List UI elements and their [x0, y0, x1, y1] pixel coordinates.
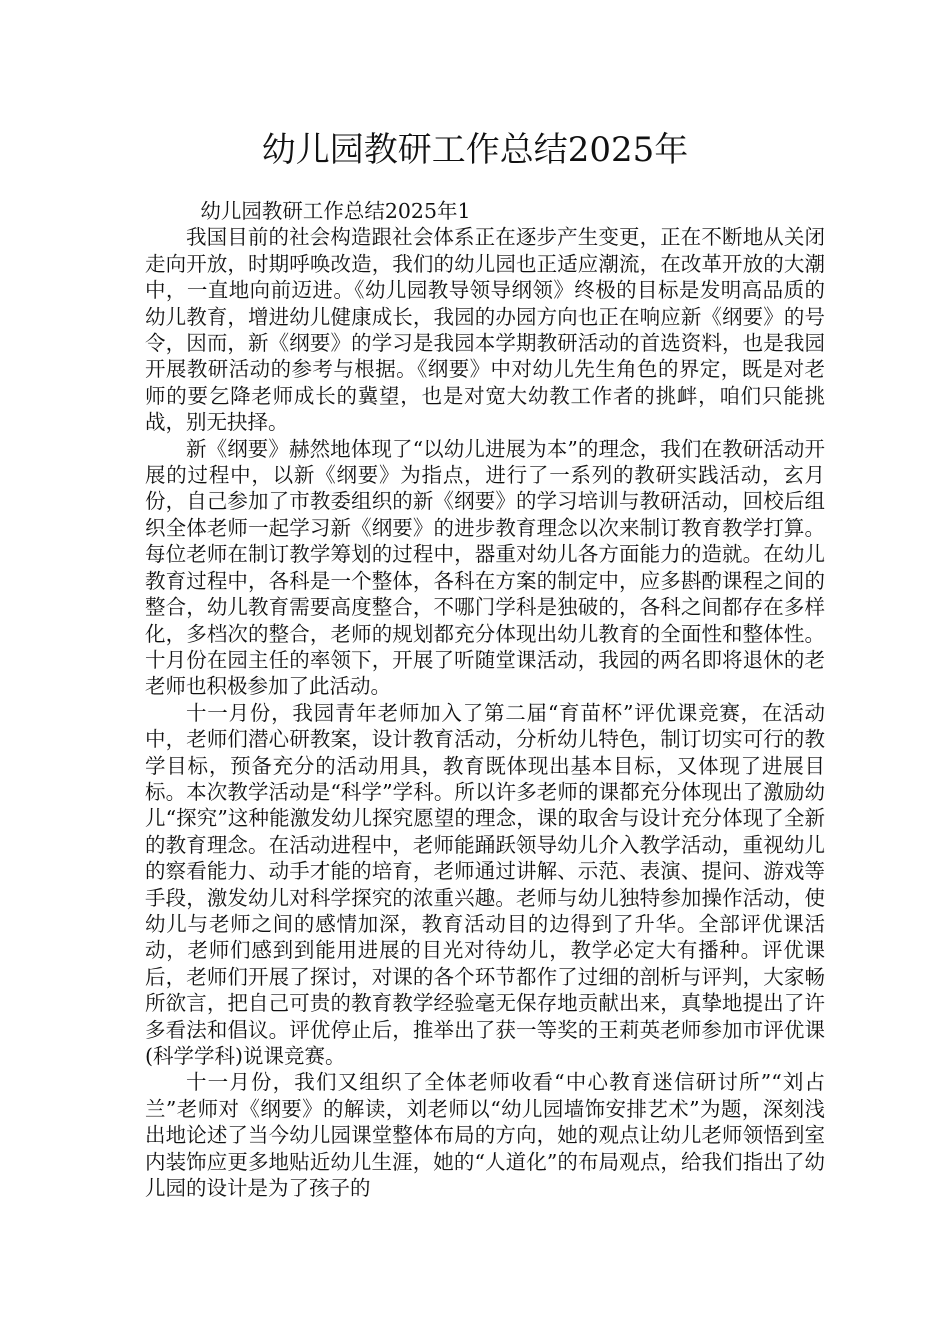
paragraph: 十一月份，我们又组织了全体老师收看“中心教育迷信研讨所”“刘占兰”老师对《纲要》的解读，刘老师以“幼儿园墙饰安排艺术”为题，深刻浅出地论述了当今幼儿园课堂整体布局的方向，她的观点让幼儿老师领悟到室内装饰应更多地贴近幼儿生涯，她的“人道化”的布局观点，给我们指出了幼儿园的设计是为了孩子的: [145, 1070, 825, 1201]
paragraph: 我国目前的社会构造跟社会体系正在逐步产生变更，正在不断地从关闭走向开放，时期呼唤改造，我们的幼儿园也正适应潮流，在改革开放的大潮中，一直地向前迈进。《幼儿园教导领导纲领》终极的目标是发明高品质的幼儿教育，增进幼儿健康成长，我园的办园方向也正在响应新《纲要》的号令，因而，新《纲要》的学习是我园本学期教研活动的首选资料，也是我园开展教研活动的参考与根据。《纲要》中对幼儿先生角色的界定，既是对老师的要乞降老师成长的冀望，也是对宽大幼教工作者的挑衅，咱们只能挑战，别无抉择。: [145, 225, 825, 435]
document-title: 幼儿园教研工作总结2025年: [261, 130, 689, 170]
paragraph: 十一月份，我园青年老师加入了第二届“育苗杯”评优课竞赛，在活动中，老师们潜心研教案，设计教育活动，分析幼儿特色，制订切实可行的教学目标，预备充分的活动用具，教育既体现出基本目标，又体现了进展目标。本次教学活动是“科学”学科。所以许多老师的课都充分体现出了激励幼儿“探究”这种能激发幼儿探究愿望的理念，课的取舍与设计充分体现了全新的教育理念。在活动进程中，老师能踊跃领导幼儿介入教学活动，重视幼儿的察看能力、动手才能的培育，老师通过讲解、示范、表演、提问、游戏等手段，激发幼儿对科学探究的浓重兴趣。老师与幼儿独特参加操作活动，使幼儿与老师之间的感情加深，教育活动目的边得到了升华。全部评优课活动，老师们感到到能用进展的目光对待幼儿，教学必定大有播种。评优课后，老师们开展了探讨，对课的各个环节都作了过细的剖析与评判，大家畅所欲言，把自己可贵的教育教学经验毫无保存地贡献出来，真挚地提出了许多看法和倡议。评优停止后，推举出了获一等奖的王莉英老师参加市评优课(科学学科)说课竞赛。: [145, 700, 825, 1068]
section-subheading: 幼儿园教研工作总结2025年1: [200, 199, 471, 223]
paragraph: 新《纲要》赫然地体现了“以幼儿进展为本”的理念，我们在教研活动开展的过程中，以新《纲要》为指点，进行了一系列的教研实践活动，玄月份，自己参加了市教委组织的新《纲要》的学习培训与教研活动，回校后组织全体老师一起学习新《纲要》的进步教育理念以次来制订教育教学打算。每位老师在制订教学筹划的过程中，器重对幼儿各方面能力的造就。在幼儿教育过程中，各科是一个整体，各科在方案的制定中，应多斟酌课程之间的整合，幼儿教育需要高度整合，不哪门学科是独破的，各科之间都存在多样化，多档次的整合，老师的规划都充分体现出幼儿教育的全面性和整体性。十月份在园主任的率领下，开展了听随堂课活动，我园的两名即将退休的老老师也积极参加了此活动。: [145, 436, 825, 699]
document-body: [145, 198, 825, 1201]
